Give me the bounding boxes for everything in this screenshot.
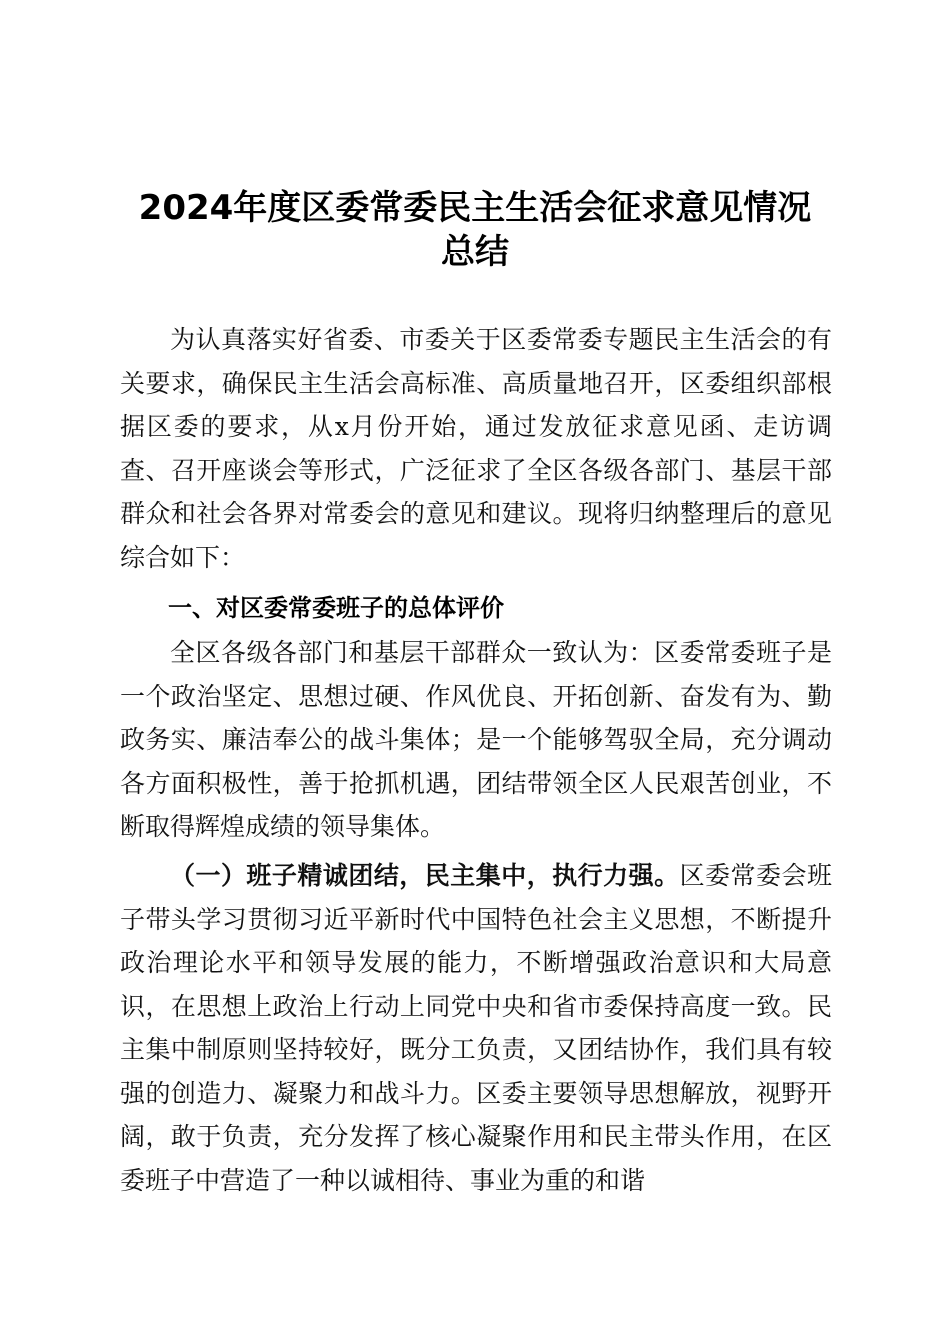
subsection-unity-lead: （一）班子精诚团结，民主集中，执行力强。 [170,861,680,890]
intro-paragraph: 为认真落实好省委、市委关于区委常委专题民主生活会的有关要求，确保民主生活会高标准、高质量地召开，区委组织部根据区委的要求，从x月份开始，通过发放征求意见函、走访调查、召开座谈会等形式，广泛征求了全区各级各部门、基层干部群众和社会各界对常委会的意见和建议。现将归纳整理后的意见综合如下： [120,325,832,572]
overall-evaluation-paragraph: 全区各级各部门和基层干部群众一致认为：区委常委班子是一个政治坚定、思想过硬、作风优良、开拓创新、奋发有为、勤政务实、廉洁奉公的战斗集体；是一个能够驾驭全局，充分调动各方面积极性，善于抢抓机遇，团结带领全区人民艰苦创业，不断取得辉煌成绩的领导集体。 [120,638,832,841]
subsection-unity-paragraph [120,854,832,1202]
section-heading-overall-evaluation: 一、对区委常委班子的总体评价 [168,594,504,622]
document-title-line-1: 2024年度区委常委民主生活会征求意见情况 [138,188,812,228]
document-title-line-2: 总结 [441,232,509,272]
subsection-unity-text: 区委常委会班子带头学习贯彻习近平新时代中国特色社会主义思想，不断提升政治理论水平和领导发展的能力，不断增强政治意识和大局意识，在思想上政治上行动上同党中央和省市委保持高度一致。民主集中制原则坚持较好，既分工负责，又团结协作，我们具有较强的创造力、凝聚力和战斗力。区委主要领导思想解放，视野开阔，敢于负责，充分发挥了核心凝聚作用和民主带头作用，在区委班子中营造了一种以诚相待、事业为重的和谐 [120,861,832,1195]
